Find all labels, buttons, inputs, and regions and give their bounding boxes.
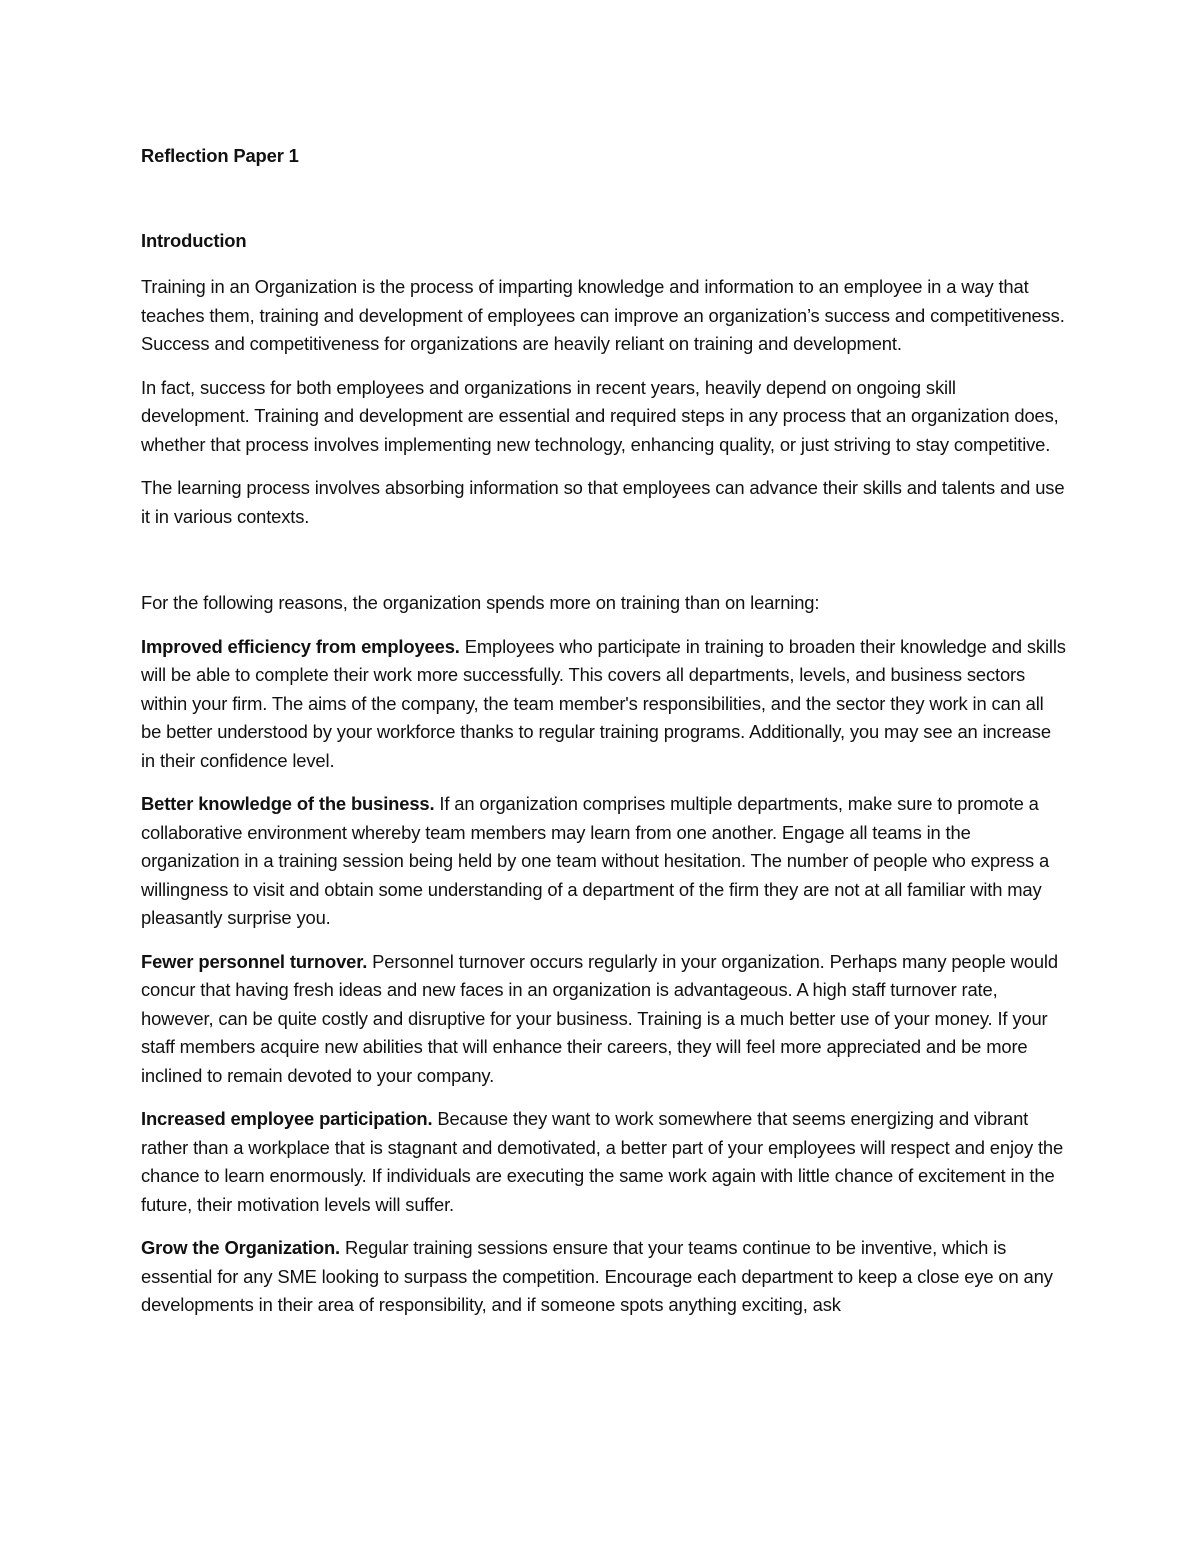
reason-paragraph-participation [141, 1105, 1066, 1219]
reason-paragraph-turnover [141, 948, 1066, 1091]
reason-paragraph-growth [141, 1234, 1066, 1320]
intro-paragraph-3: The learning process involves absorbing information so that employees can advance their skills and talents and use it in various contexts. [141, 477, 1065, 527]
document-body [141, 142, 1066, 1320]
reason-text-participation: Because they want to work somewhere that seems energizing and vibrant rather than a workplace that is stagnant and demotivated, a better part of your employees will respect and enjoy the chance to learn enormously. If individuals are executing the same work again with little chance of excitement in the future, their motivation levels will suffer. [141, 1108, 1064, 1215]
reason-lead-turnover: Fewer personnel turnover. [141, 950, 368, 972]
reason-text-growth: Regular training sessions ensure that your teams continue to be inventive, which is essential for any SME looking to surpass the competition. Encourage each department to keep a close eye on any developments in their area of responsibility, and if someone spots anything exciting, ask [141, 1237, 1053, 1315]
intro-paragraph-2: In fact, success for both employees and organizations in recent years, heavily depend on ongoing skill development. Training and development are essential and required steps in any process that an organization does, whether that process involves implementing new technology, enhancing quality, or just striving to stay competitive. [141, 376, 1059, 455]
section-heading-introduction: Introduction [141, 229, 247, 251]
reasons-intro-paragraph: For the following reasons, the organization spends more on training than on learning: [141, 592, 820, 613]
intro-paragraph-1: Training in an Organization is the process of imparting knowledge and information to an employee in a way that teaches them, training and development of employees can improve an organization’s success and competitiveness. Success and competitiveness for organizations are heavily reliant on training and development. [141, 276, 1065, 354]
reason-lead-efficiency: Improved efficiency from employees. [141, 635, 460, 657]
reason-paragraph-business-knowledge [141, 790, 1066, 933]
reason-paragraph-efficiency [141, 633, 1066, 776]
reason-lead-participation: Increased employee participation. [141, 1108, 433, 1129]
reason-text-business-knowledge: If an organization comprises multiple departments, make sure to promote a collaborative environment whereby team members may learn from one another. Engage all teams in the organization in a training session being held by one team without hesitation. The number of people who express a willingness to visit and obtain some understanding of a department of the firm they are not at all familiar with may pleasantly surprise you. [141, 793, 1050, 928]
reason-lead-business-knowledge: Better knowledge of the business. [141, 793, 435, 814]
reason-lead-growth: Grow the Organization. [141, 1237, 341, 1258]
document-title: Reflection Paper 1 [141, 145, 299, 166]
reason-text-efficiency: Employees who participate in training to broaden their knowledge and skills will be able to complete their work more successfully. This covers all departments, levels, and business sectors within your firm. The aims of the company, the team member's responsibilities, and the sector they work in can all be better understood by your workforce thanks to regular training programs. Additionally, you may see an increase in their confidence level. [141, 635, 1066, 771]
reason-text-turnover: Personnel turnover occurs regularly in your organization. Perhaps many people would concur that having fresh ideas and new faces in an organization is advantageous. A high staff turnover rate, however, can be quite costly and disruptive for your business. Training is a much better use of your money. If your staff members acquire new abilities that will enhance their careers, they will feel more appreciated and be more inclined to remain devoted to your company. [141, 950, 1058, 1086]
